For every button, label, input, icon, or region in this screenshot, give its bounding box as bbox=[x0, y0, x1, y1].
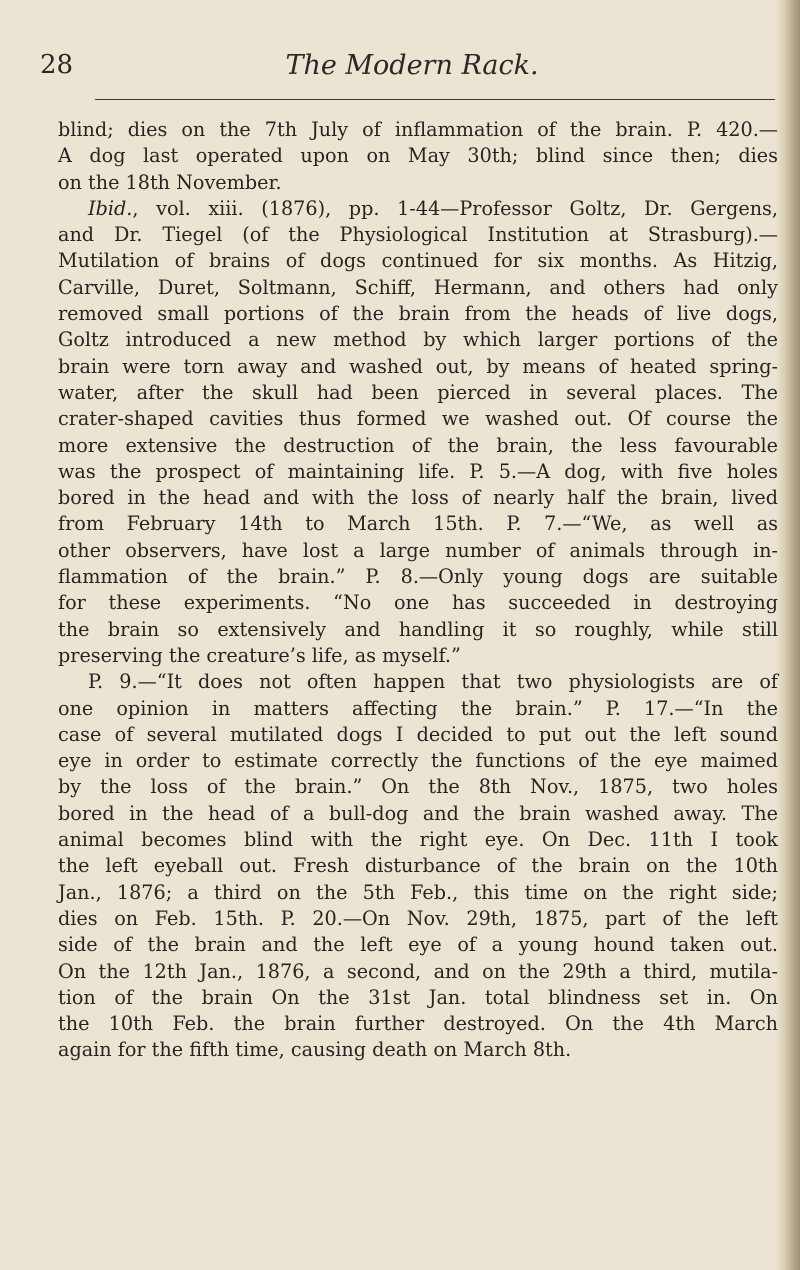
body-text bbox=[58, 117, 778, 1064]
running-title: The Modern Rack. bbox=[285, 50, 539, 81]
text-line: by the loss of the brain.” On the 8th Nov., 1875, two holes bbox=[58, 775, 778, 799]
ibid-reference: Ibid. bbox=[88, 196, 133, 220]
text-line: crater-shaped cavities thus formed we washed out. Of course the bbox=[58, 407, 778, 431]
text-line: Goltz introduced a new method by which larger portions of the bbox=[58, 328, 778, 352]
text-line: blind; dies on the 7th July of inflammation of the brain. P. 420.— bbox=[58, 118, 778, 141]
text-line: more extensive the destruction of the brain, the less favourable bbox=[58, 433, 778, 457]
text-line: bored in the head of a bull-dog and the brain washed away. The bbox=[58, 801, 778, 825]
text-line: eye in order to estimate correctly the functions of the eye maimed bbox=[58, 749, 778, 773]
text-line: On the 12th Jan., 1876, a second, and on the 29th a third, mutila- bbox=[58, 959, 778, 983]
text-line: side of the brain and the left eye of a young hound taken out. bbox=[58, 933, 778, 957]
text-line: water, after the skull had been pierced in several places. The bbox=[58, 380, 778, 404]
text-line: bored in the head and with the loss of nearly half the brain, lived bbox=[58, 486, 778, 510]
text-line: the brain so extensively and handling it so roughly, while still bbox=[58, 617, 778, 641]
header-rule bbox=[95, 99, 775, 100]
text-line: was the prospect of maintaining life. P. 5.—A dog, with five holes bbox=[58, 459, 778, 483]
text-line: flammation of the brain.” P. 8.—Only young dogs are suitable bbox=[58, 565, 778, 589]
text-line: the left eyeball out. Fresh disturbance of the brain on the 10th bbox=[58, 854, 778, 878]
text-line: Jan., 1876; a third on the 5th Feb., this time on the right side; bbox=[58, 880, 778, 904]
page-edge-shadow bbox=[776, 0, 800, 1270]
text-line: A dog last operated upon on May 30th; blind since then; dies bbox=[58, 144, 778, 168]
text-line: Carville, Duret, Soltmann, Schiff, Hermann, and others had only bbox=[58, 275, 778, 299]
text-line: for these experiments. “No one has succeeded in destroying bbox=[58, 591, 778, 615]
text-line: other observers, have lost a large number of animals through in- bbox=[58, 538, 778, 562]
text-line: P. 9.—“It does not often happen that two physiologists are of bbox=[88, 670, 778, 694]
text-line: dies on Feb. 15th. P. 20.—On Nov. 29th, 1875, part of the left bbox=[58, 906, 778, 930]
text-line: removed small portions of the brain from the heads of live dogs, bbox=[58, 302, 778, 326]
text-line: Mutilation of brains of dogs continued for six months. As Hitzig, bbox=[58, 249, 778, 273]
text-line: brain were torn away and washed out, by means of heated spring- bbox=[58, 354, 778, 378]
text-line: one opinion in matters affecting the brain.” P. 17.—“In the bbox=[58, 696, 778, 720]
text-line bbox=[58, 196, 778, 222]
text-line: again for the fifth time, causing death on March 8th. bbox=[58, 1038, 572, 1062]
text-line: and Dr. Tiegel (of the Physiological Institution at Strasburg).— bbox=[58, 223, 778, 247]
page-header bbox=[40, 40, 784, 100]
text-line: tion of the brain On the 31st Jan. total blindness set in. On bbox=[58, 985, 778, 1009]
text-line: on the 18th November. bbox=[58, 170, 282, 194]
text-line: the 10th Feb. the brain further destroyed. On the 4th March bbox=[58, 1012, 778, 1036]
text-line: case of several mutilated dogs I decided to put out the left sound bbox=[58, 722, 778, 746]
text-line: preserving the creature’s life, as myself.” bbox=[58, 643, 461, 667]
page-number: 28 bbox=[40, 50, 74, 80]
text-line: from February 14th to March 15th. P. 7.—“We, as well as bbox=[58, 512, 778, 536]
text-line: animal becomes blind with the right eye. On Dec. 11th I took bbox=[58, 828, 778, 852]
text-line-rest: , vol. xiii. (1876), pp. 1-44—Professor Goltz, Dr. Gergens, bbox=[132, 196, 778, 220]
